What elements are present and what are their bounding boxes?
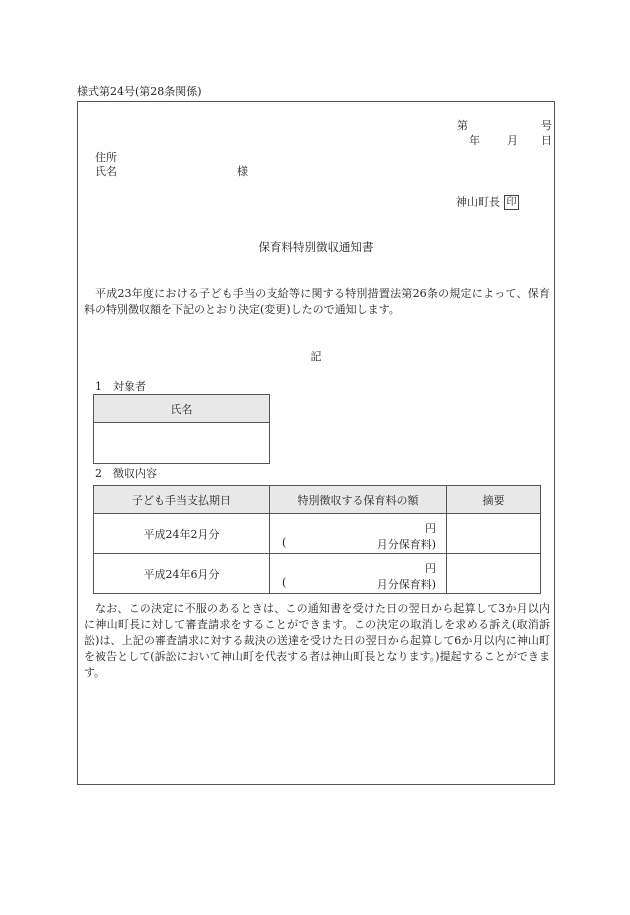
collection-table [93, 485, 541, 594]
row-remarks [447, 514, 541, 554]
honorific-sama: 様 [237, 165, 248, 178]
document-title: 保育料特別徴収通知書 [258, 240, 374, 254]
name-label: 氏名 [95, 165, 117, 178]
appeal-notice-text: なお、この決定に不服のあるときは、この通知書を受けた日の翌日から起算して3か月以内に神山町長に対して審査請求をすることができます。この決定の取消しを求める訴え(取消訴訟)は、上記の審査請求に対する裁決の送達を受けた日の翌日から起算して6か月以内に神山町を被告として(訴訟において神山町を代表する者は神山町長となります。)提起することができます。 [84, 602, 550, 679]
monthly-fee-label: 月分保育料) [376, 578, 436, 591]
monthly-fee-label: 月分保育料) [376, 538, 436, 551]
body-text: 平成23年度における子ども手当の支給等に関する特別措置法第26条の規定によって、保育料の特別徴収額を下記のとおり決定(変更)したので通知します。 [84, 287, 550, 316]
paren-open: ( [282, 536, 287, 549]
notice-document-frame [77, 101, 555, 785]
row-payment-date: 平成24年6月分 [94, 554, 270, 594]
row-amount-cell [270, 554, 447, 594]
target-person-table [93, 394, 270, 464]
target-name-cell [94, 423, 270, 464]
date-month: 月 [507, 134, 518, 147]
table-row [94, 554, 541, 594]
yen-unit: 円 [425, 562, 436, 575]
col-remarks: 摘要 [447, 486, 541, 514]
col-payment-date: 子ども手当支払期日 [94, 486, 270, 514]
paren-open: ( [282, 576, 287, 589]
yen-unit: 円 [425, 522, 436, 535]
table-row [94, 514, 541, 554]
row-payment-date: 平成24年2月分 [94, 514, 270, 554]
number-suffix: 号 [541, 119, 552, 132]
row-amount-cell [270, 514, 447, 554]
ki-marker: 記 [310, 350, 322, 363]
col-collection-amount: 特別徴収する保育料の額 [270, 486, 447, 514]
row-remarks [447, 554, 541, 594]
issuer-line [456, 195, 519, 210]
form-number-label: 様式第24号(第28条関係) [77, 85, 202, 98]
section1-heading: 1 対象者 [95, 380, 146, 393]
section2-heading: 2 徴収内容 [95, 467, 157, 480]
address-label: 住所 [95, 151, 117, 164]
seal-stamp-icon: 印 [504, 195, 519, 210]
number-prefix: 第 [457, 119, 468, 132]
date-day: 日 [541, 134, 552, 147]
target-name-header: 氏名 [94, 395, 270, 423]
issuer-name: 神山町長 [456, 195, 500, 209]
date-year: 年 [469, 134, 480, 147]
